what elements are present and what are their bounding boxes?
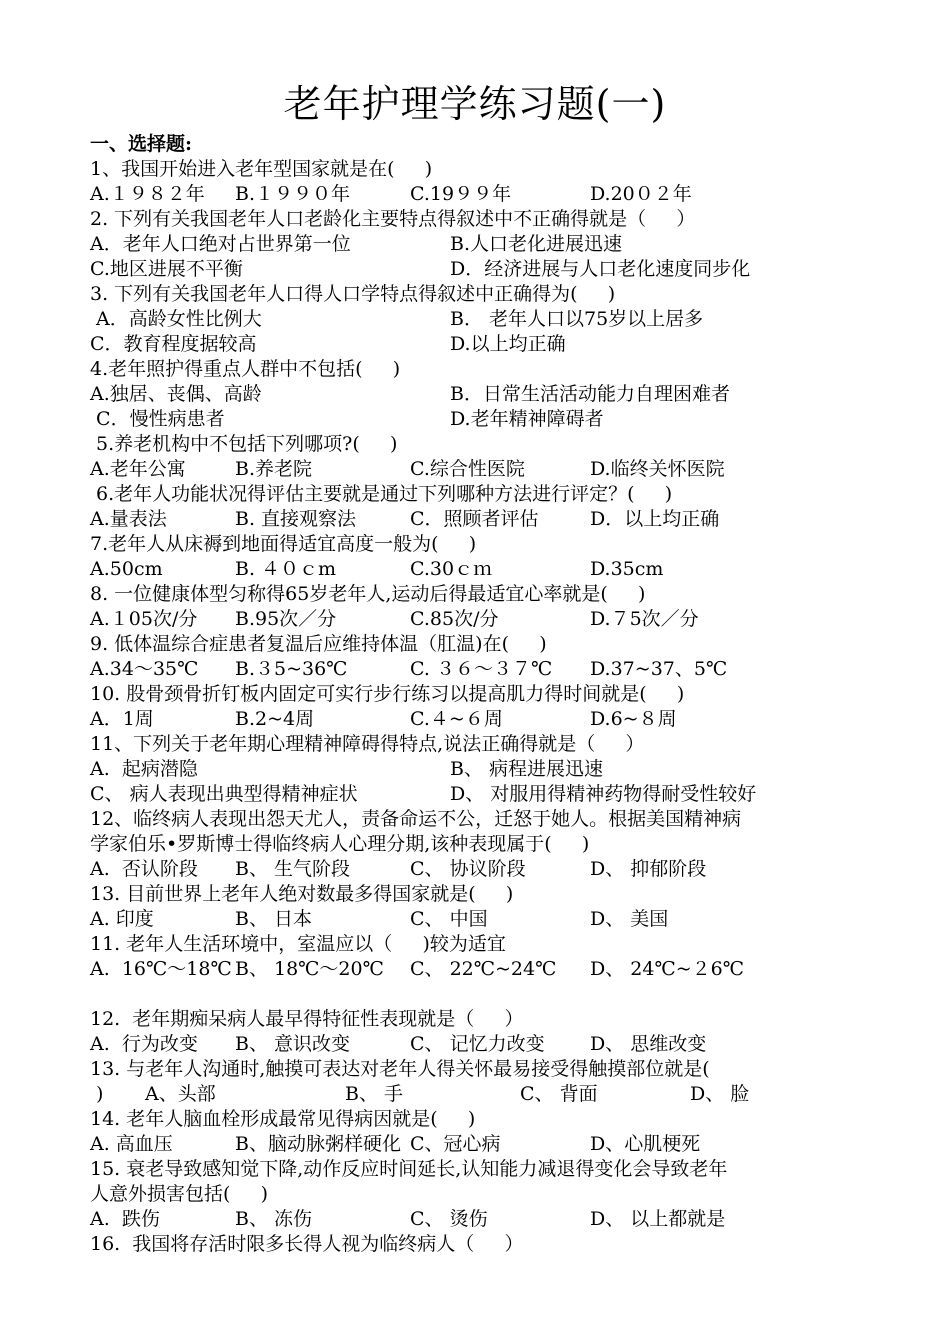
option-text: D.老年精神障碍者: [450, 408, 604, 430]
option-text: A．1周: [90, 708, 154, 730]
option-text: A. 印度: [90, 908, 154, 930]
question-line: [90, 1057, 880, 1082]
options-line: [90, 907, 880, 932]
option-text: B．日常生活活动能力自理困难者: [450, 383, 730, 405]
option-text: B、 生气阶段: [235, 858, 351, 880]
option-text: C. ３６～３７℃: [410, 658, 553, 680]
options-line: [90, 1132, 880, 1157]
question-line: [90, 207, 880, 232]
option-text: A.独居、丧偶、高龄: [90, 383, 262, 405]
options-line: [90, 182, 880, 207]
options-line: [90, 857, 880, 882]
option-text: A. 高血压: [90, 1133, 173, 1155]
option-text: B、脑动脉粥样硬化: [235, 1133, 401, 1155]
option-text: B、 18℃～20℃: [235, 958, 384, 980]
option-text: C.４~６周: [410, 708, 503, 730]
option-text: C、 病人表现出典型得精神症状: [90, 783, 358, 805]
option-text: A．高龄女性比例大: [90, 308, 262, 330]
question-text: 7.老年人从床褥到地面得适宜高度一般为( ): [90, 533, 477, 555]
option-text: D、 思维改变: [590, 1033, 707, 1055]
question-list: [90, 157, 880, 1257]
option-text: C.综合性医院: [410, 458, 525, 480]
question-line: [90, 1007, 880, 1032]
question-line: [90, 732, 880, 757]
question-text: 4.老年照护得重点人群中不包括( ): [90, 358, 401, 380]
option-text: B.2~4周: [235, 708, 315, 730]
options-line: [90, 257, 880, 282]
question-text: 8. 一位健康体型匀称得65岁老年人,运动后得最适宜心率就是( ): [90, 583, 646, 605]
option-text: A. 16℃～18℃: [90, 958, 232, 980]
option-text: ): [90, 1083, 104, 1105]
option-text: D.临终关怀医院: [590, 458, 725, 480]
option-text: D、 对服用得精神药物得耐受性较好: [450, 783, 757, 805]
question-text: 14. 老年人脑血栓形成最常见得病因就是( ): [90, 1108, 476, 1130]
option-text: A．老年人口绝对占世界第一位: [90, 233, 351, 255]
option-text: C、 协议阶段: [410, 858, 526, 880]
option-text: C．照顾者评估: [410, 508, 539, 530]
question-text: 12、临终病人表现出怨天尤人，责备命运不公，迁怒于她人。根据美国精神病: [90, 808, 742, 830]
options-line: [90, 782, 880, 807]
option-text: B.１９９０年: [235, 183, 351, 205]
option-text: A. 否认阶段: [90, 858, 198, 880]
question-line: [90, 1107, 880, 1132]
option-text: B、 冻伤: [235, 1208, 313, 1230]
question-text: 3. 下列有关我国老年人口得人口学特点得叙述中正确得为( ): [90, 283, 616, 305]
options-line: [90, 657, 880, 682]
option-text: D、 美国: [590, 908, 669, 930]
question-text: 1、我国开始进入老年型国家就是在( ): [90, 158, 433, 180]
option-text: C、 背面: [520, 1083, 598, 1105]
option-text: D、心肌梗死: [590, 1133, 701, 1155]
question-line: [90, 882, 880, 907]
options-line: [90, 407, 880, 432]
option-text: D、 抑郁阶段: [590, 858, 707, 880]
question-line: [90, 832, 880, 857]
question-text: 2. 下列有关我国老年人口老龄化主要特点得叙述中不正确得就是（ ）: [90, 208, 696, 230]
option-text: A.１05次/分: [90, 608, 198, 630]
option-text: D、 以上都就是: [590, 1208, 726, 1230]
section-heading: 一、选择题:: [90, 133, 193, 155]
question-line: [90, 932, 880, 957]
question-text: 15. 衰老导致感知觉下降,动作反应时间延长,认知能力减退得变化会导致老年: [90, 1158, 728, 1180]
option-text: B.３5~36℃: [235, 658, 348, 680]
option-text: B. ４０ｃm: [235, 558, 337, 580]
question-line: [90, 432, 880, 457]
option-text: D.以上均正确: [450, 333, 566, 355]
options-line: [90, 307, 880, 332]
option-text: C、 烫伤: [410, 1208, 488, 1230]
question-text: 13. 目前世界上老年人绝对数最多得国家就是( ): [90, 883, 514, 905]
option-text: C、冠心病: [410, 1133, 501, 1155]
question-text: 人意外损害包括( ): [90, 1183, 269, 1205]
option-text: A.量表法: [90, 508, 167, 530]
option-text: C．慢性病患者: [90, 408, 225, 430]
options-line: [90, 1207, 880, 1232]
question-text: 5.养老机构中不包括下列哪项?( ): [90, 433, 398, 455]
options-line: [90, 232, 880, 257]
option-text: B. 直接观察法: [235, 508, 357, 530]
options-line: [90, 757, 880, 782]
question-text: 9. 低体温综合症患者复温后应维持体温（肛温)在( ): [90, 633, 547, 655]
option-text: D．以上均正确: [590, 508, 720, 530]
question-line: [90, 1182, 880, 1207]
option-text: B、 日本: [235, 908, 313, 930]
option-text: B． 老年人口以75岁以上居多: [450, 308, 704, 330]
question-text: 16. 我国将存活时限多长得人视为临终病人（ ）: [90, 1233, 524, 1255]
options-line: [90, 957, 880, 1007]
question-line: [90, 157, 880, 182]
question-text: 6.老年人功能状况得评估主要就是通过下列哪种方法进行评定？( ): [90, 483, 673, 505]
question-text: 12. 老年期痴呆病人最早得特征性表现就是（ ）: [90, 1008, 524, 1030]
question-line: [90, 532, 880, 557]
question-line: [90, 682, 880, 707]
question-text: 11、下列关于老年期心理精神障碍得特点,说法正确得就是（ ）: [90, 733, 645, 755]
question-line: [90, 282, 880, 307]
question-text: 学家伯乐•罗斯博士得临终病人心理分期,该种表现属于( ): [90, 833, 590, 855]
question-line: [90, 1232, 880, 1257]
options-line: [90, 332, 880, 357]
options-line: [90, 707, 880, 732]
options-line: [90, 457, 880, 482]
option-text: B.95次／分: [235, 608, 337, 630]
question-line: [90, 582, 880, 607]
option-text: D.6~８周: [590, 708, 677, 730]
option-text: C.地区进展不平衡: [90, 258, 243, 280]
option-text: B.养老院: [235, 458, 313, 480]
option-text: C、 中国: [410, 908, 488, 930]
option-text: A.老年公寓: [90, 458, 186, 480]
question-line: [90, 357, 880, 382]
option-text: D.20０２年: [590, 183, 692, 205]
option-text: A. 行为改变: [90, 1033, 198, 1055]
question-line: [90, 807, 880, 832]
question-line: [90, 482, 880, 507]
option-text: A.34～35℃: [90, 658, 199, 680]
option-text: C.85次/分: [410, 608, 499, 630]
question-line: [90, 632, 880, 657]
question-text: 13. 与老年人沟通时,触摸可表达对老年人得关怀最易接受得触摸部位就是(: [90, 1058, 710, 1080]
option-text: B.人口老化进展迅速: [450, 233, 623, 255]
option-text: A.50cm: [90, 558, 163, 580]
option-text: B、 意识改变: [235, 1033, 351, 1055]
option-text: A. 跌伤: [90, 1208, 160, 1230]
options-line: [90, 382, 880, 407]
option-text: A、头部: [145, 1083, 216, 1105]
option-text: C．教育程度据较高: [90, 333, 257, 355]
option-text: D.35cm: [590, 558, 664, 580]
document-title: 老年护理学练习题(一): [283, 82, 667, 126]
option-text: D．经济进展与人口老化速度同步化: [450, 258, 751, 280]
question-text: 10. 股骨颈骨折钉板内固定可实行步行练习以提高肌力得时间就是( ): [90, 683, 685, 705]
options-line: [90, 557, 880, 582]
option-text: D、 脸: [690, 1083, 750, 1105]
option-text: D.37~37、5℃: [590, 658, 728, 680]
option-text: C.19９９年: [410, 183, 512, 205]
option-text: D.７5次／分: [590, 608, 699, 630]
options-line: [90, 1082, 880, 1107]
options-line: [90, 1032, 880, 1057]
option-text: C、 22℃~24℃: [410, 958, 557, 980]
option-text: C、 记忆力改变: [410, 1033, 545, 1055]
option-text: A.１９８２年: [90, 183, 205, 205]
option-text: D、 24℃~２6℃: [590, 958, 744, 980]
option-text: B、 病程进展迅速: [450, 758, 604, 780]
question-text: 11. 老年人生活环境中，室温应以（ )较为适宜: [90, 933, 506, 955]
options-line: [90, 607, 880, 632]
options-line: [90, 507, 880, 532]
option-text: B、 手: [345, 1083, 404, 1105]
option-text: C.30ｃｍ: [410, 558, 493, 580]
question-line: [90, 1157, 880, 1182]
option-text: A. 起病潜隐: [90, 758, 198, 780]
